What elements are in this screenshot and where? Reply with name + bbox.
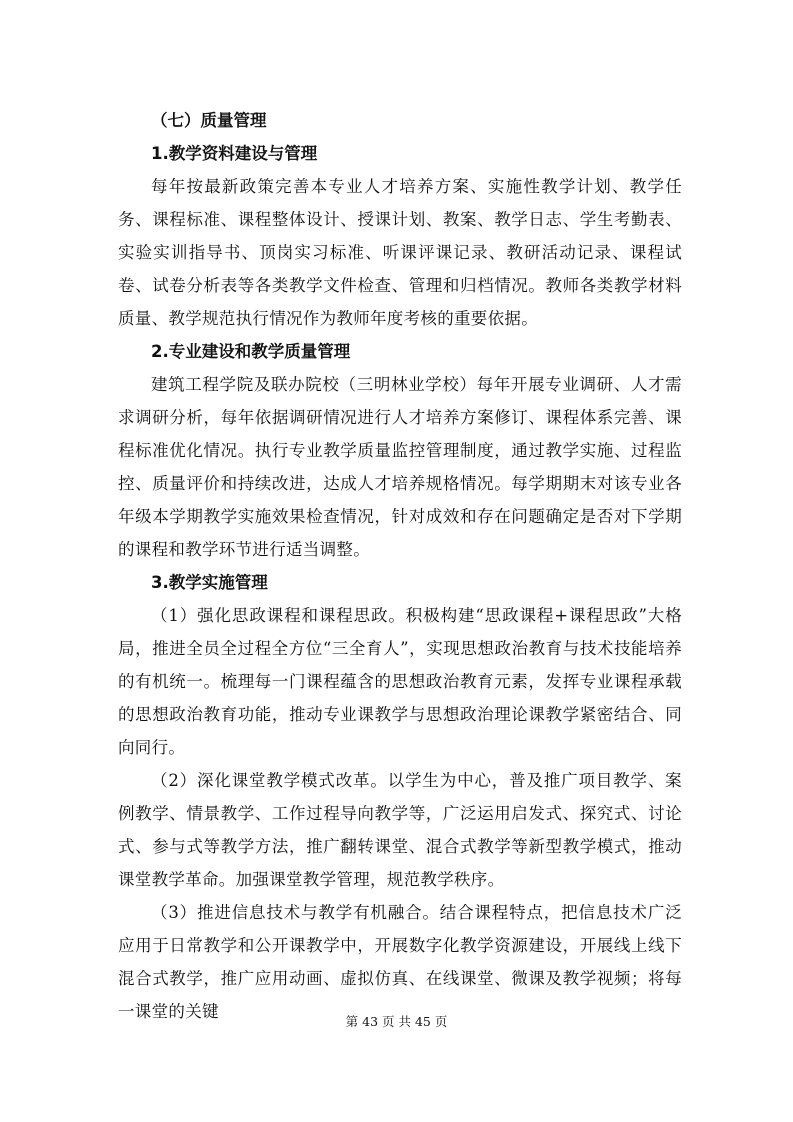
page-number-footer: 第 43 页 共 45 页 <box>345 1014 448 1029</box>
subsection-3-paragraph-2: （2）深化课堂教学模式改革。以学生为中心，普及推广项目教学、案例教学、情景教学、工作过程导向教学等，广泛运用启发式、探究式、讨论式、参与式等教学方法，推广翻转课堂、混合式教学等新型教学模式，推动课堂教学革命。加强课堂教学管理，规范教学秩序。 <box>118 771 682 889</box>
subsection-1-paragraph-1: 每年按最新政策完善本专业人才培养方案、实施性教学计划、教学任务、课程标准、课程整体设计、授课计划、教案、教学日志、学生考勤表、实验实训指导书、顶岗实习标准、听课评课记录、教研活动记录、课程试卷、试卷分析表等各类教学文件检查、管理和归档情况。教师各类教学材料质量、教学规范执行情况作为教师年度考核的重要依据。 <box>118 177 682 328</box>
document-body <box>118 104 682 1028</box>
subsection-2-paragraph-1: 建筑工程学院及联办院校（三明林业学校）每年开展专业调研、人才需求调研分析，每年依据调研情况进行人才培养方案修订、课程体系完善、课程标准优化情况。执行专业教学质量监控管理制度，通过教学实施、过程监控、质量评价和持续改进，达成人才培养规格情况。每学期期末对该专业各年级本学期教学实施效果检查情况，针对成效和存在问题确定是否对下学期的课程和教学环节进行适当调整。 <box>118 375 682 559</box>
section-title: （七）质量管理 <box>151 111 267 130</box>
subsection-1-title: 1.教学资料建设与管理 <box>151 144 318 163</box>
subsection-3-paragraph-1: （1）强化思政课程和课程思政。积极构建“思政课程+课程思政”大格局，推进全员全过程全方位“三全育人”，实现思想政治教育与技术技能培养的有机统一。梳理每一门课程蕴含的思想政治教育元素，发挥专业课程承载的思想政治教育功能，推动专业课教学与思想政治理论课教学紧密结合、同向同行。 <box>118 606 682 757</box>
subsection-2-title: 2.专业建设和教学质量管理 <box>151 342 351 361</box>
subsection-3-paragraph-3: （3）推进信息技术与教学有机融合。结合课程特点，把信息技术广泛应用于日常教学和公开课教学中，开展数字化教学资源建设，开展线上线下混合式教学，推广应用动画、虚拟仿真、在线课堂、微课及教学视频；将每一课堂的关键 <box>118 903 682 1021</box>
subsection-3-title: 3.教学实施管理 <box>151 573 268 592</box>
